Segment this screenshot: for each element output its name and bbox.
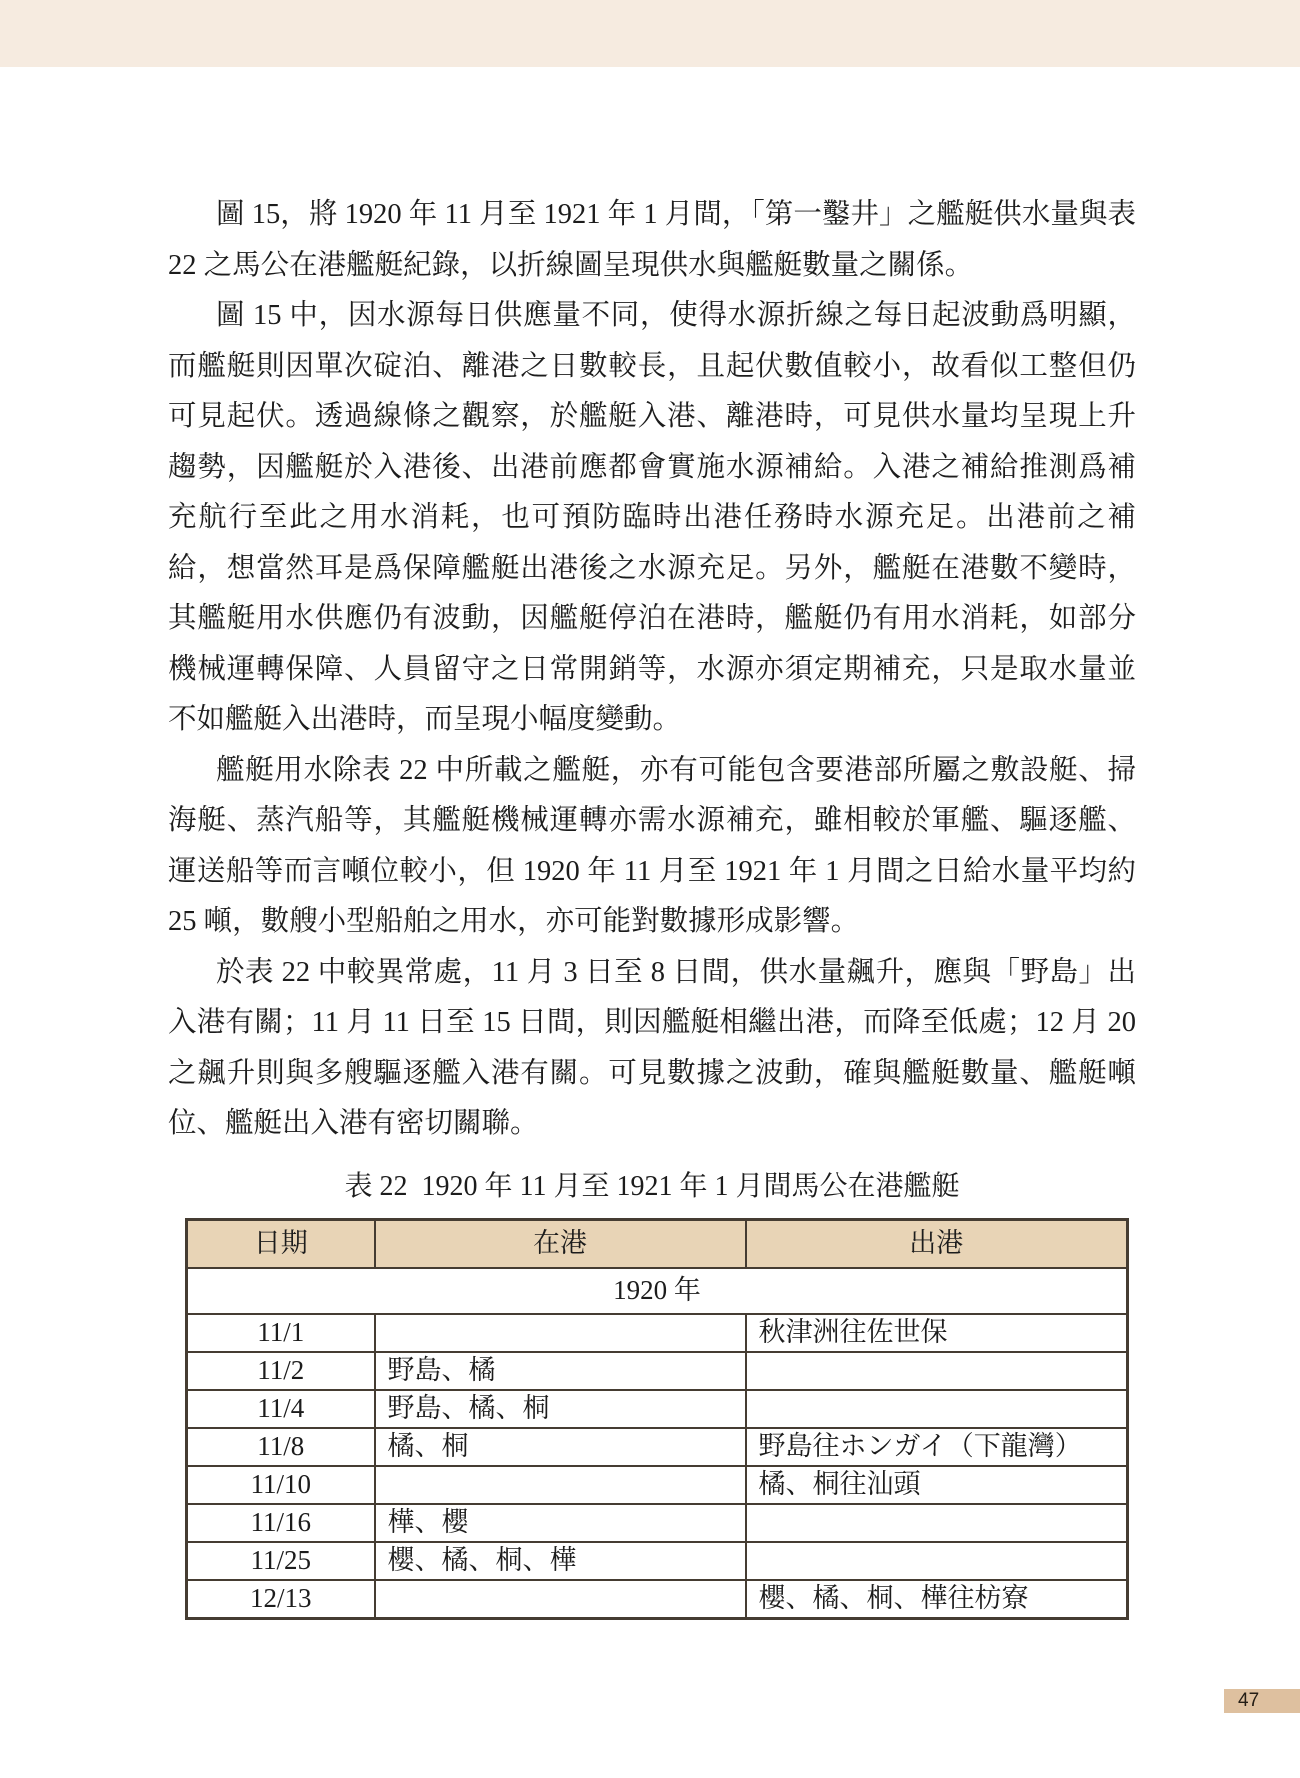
cell-in-port — [375, 1314, 746, 1352]
body-paragraph: 圖 15，將 1920 年 11 月至 1921 年 1 月間，「第一鑿井」之艦艇供水量與表 22 之馬公在港艦艇紀錄，以折線圖呈現供水與艦艇數量之關係。 — [168, 199, 1136, 281]
body-paragraph: 艦艇用水除表 22 中所載之艦艇，亦有可能包含要港部所屬之敷設艇、掃海艇、蒸汽船等，其艦艇機械運轉亦需水源補充，雖相較於軍艦、驅逐艦、運送船等而言噸位較小，但 1920 年 11 月至 1921 年 1 月間之日給水量平均約 25 噸，數艘小型船舶之用水，亦可能對數據形成影響。 — [168, 754, 1136, 937]
cell-departed: 橘、桐往汕頭 — [746, 1466, 1128, 1504]
cell-departed: 秋津洲往佐世保 — [746, 1314, 1128, 1352]
year-cell: 1920 年 — [187, 1268, 1128, 1314]
cell-in-port — [375, 1466, 746, 1504]
table-row — [187, 1390, 1128, 1428]
cell-in-port: 野島、橘 — [375, 1352, 746, 1390]
cell-departed — [746, 1504, 1128, 1542]
page-content — [168, 190, 1136, 1620]
cell-date: 11/2 — [187, 1352, 375, 1390]
cell-in-port: 樺、櫻 — [375, 1504, 746, 1542]
cell-date: 12/13 — [187, 1580, 375, 1619]
table-header-row — [187, 1219, 1128, 1268]
col-header-in-port: 在港 — [375, 1219, 746, 1268]
page-number-badge — [1224, 1689, 1300, 1713]
col-header-departed: 出港 — [746, 1219, 1128, 1268]
cell-departed: 櫻、橘、桐、樺往枋寮 — [746, 1580, 1128, 1619]
body-paragraph: 圖 15 中，因水源每日供應量不同，使得水源折線之每日起波動爲明顯，而艦艇則因單次碇泊、離港之日數較長，且起伏數值較小，故看似工整但仍可見起伏。透過線條之觀察，於艦艇入港、離港時，可見供水量均呈現上升趨勢，因艦艇於入港後、出港前應都會實施水源補給。入港之補給推測爲補充航行至此之用水消耗，也可預防臨時出港任務時水源充足。出港前之補給，想當然耳是爲保障艦艇出港後之水源充足。另外，艦艇在港數不變時，其艦艇用水供應仍有波動，因艦艇停泊在港時，艦艇仍有用水消耗，如部分機械運轉保障、人員留守之日常開銷等，水源亦須定期補充，只是取水量並不如艦艇入出港時，而呈現小幅度變動。 — [168, 300, 1136, 735]
year-row — [187, 1268, 1128, 1314]
table-row — [187, 1504, 1128, 1542]
cell-departed — [746, 1390, 1128, 1428]
table-row — [187, 1428, 1128, 1466]
table-row — [187, 1466, 1128, 1504]
cell-date: 11/4 — [187, 1390, 375, 1428]
cell-date: 11/25 — [187, 1542, 375, 1580]
col-header-date: 日期 — [187, 1219, 375, 1268]
table-row — [187, 1314, 1128, 1352]
cell-in-port: 橘、桐 — [375, 1428, 746, 1466]
body-paragraph: 於表 22 中較異常處，11 月 3 日至 8 日間，供水量飆升，應與「野島」出入港有關；11 月 11 日至 15 日間，則因艦艇相繼出港，而降至低處；12 月 20 之飆升則與多艘驅逐艦入港有關。可見數據之波動，確與艦艇數量、艦艇噸位、艦艇出入港有密切關聯。 — [168, 956, 1136, 1139]
cell-in-port: 野島、橘、桐 — [375, 1390, 746, 1428]
ships-in-port-table — [185, 1218, 1129, 1620]
cell-in-port: 櫻、橘、桐、樺 — [375, 1542, 746, 1580]
table-row — [187, 1542, 1128, 1580]
table-row — [187, 1352, 1128, 1390]
top-margin-band — [0, 0, 1300, 67]
cell-date: 11/8 — [187, 1428, 375, 1466]
table-row — [187, 1580, 1128, 1619]
page-number: 47 — [1238, 1690, 1260, 1711]
cell-date: 11/1 — [187, 1314, 375, 1352]
cell-in-port — [375, 1580, 746, 1619]
cell-date: 11/10 — [187, 1466, 375, 1504]
cell-departed — [746, 1542, 1128, 1580]
cell-departed — [746, 1352, 1128, 1390]
cell-date: 11/16 — [187, 1504, 375, 1542]
table-caption: 表 22 1920 年 11 月至 1921 年 1 月間馬公在港艦艇 — [344, 1170, 960, 1202]
cell-departed: 野島往ホンガイ（下龍灣） — [746, 1428, 1128, 1466]
